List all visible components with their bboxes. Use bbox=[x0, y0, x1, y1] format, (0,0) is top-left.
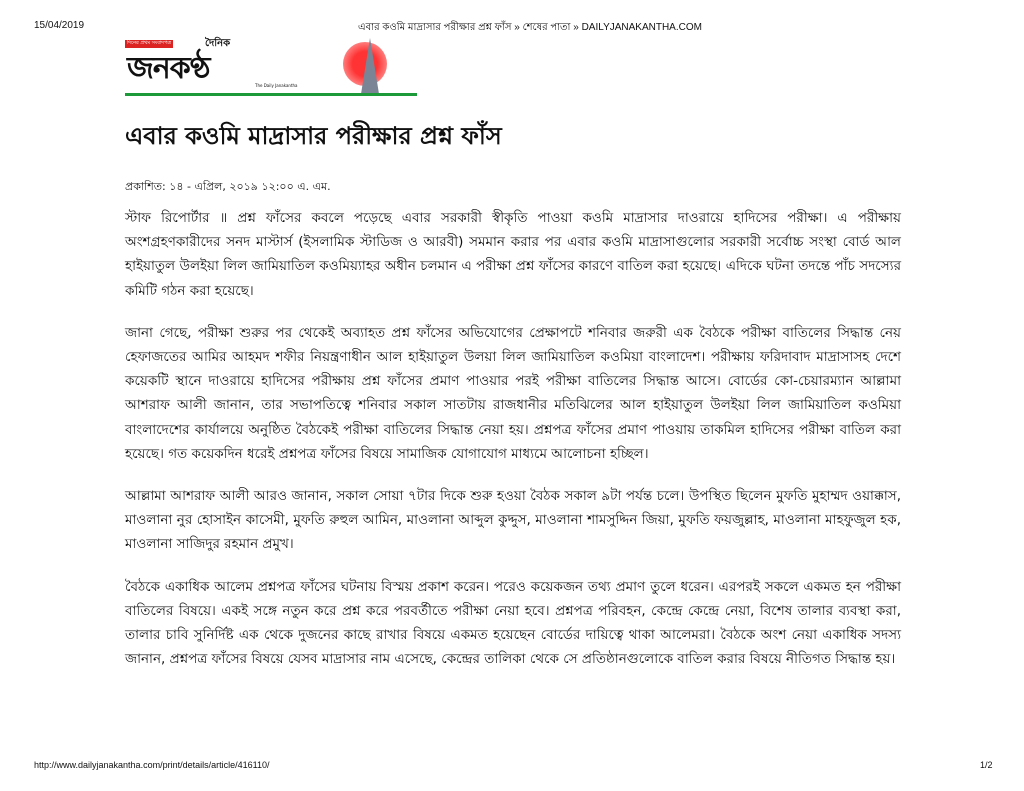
page-number: 1/2 bbox=[980, 760, 993, 770]
print-date: 15/04/2019 bbox=[34, 20, 85, 31]
article-title: এবার কওমি মাদ্রাসার পরীক্ষার প্রশ্ন ফাঁস bbox=[125, 122, 502, 150]
article-paragraph: জানা গেছে, পরীক্ষা শুরুর পর থেকেই অব্যাহত প্রশ্ন ফাঁসের অভিযোগের প্রেক্ষাপটে শনিবার জরুরী এক বৈঠকে পরীক্ষা বাতিলের সিদ্ধান্ত নেয় হেফাজতের আমির আহমদ শফীর নিয়ন্ত্রণাধীন আল হাইয়াতুল উলয়া লিল জামিয়াতিল কওমিয়া বাংলাদেশ। পরীক্ষায় ফরিদাবাদ মাদ্রাসাসহ দেশে কয়েকটি স্থানে দাওরায়ে হাদিসের পরীক্ষায় প্রশ্ন ফাঁসের প্রমাণ পাওয়ার পরই পরীক্ষা বাতিলের সিদ্ধান্ত আসে। বোর্ডের কো-চেয়ারম্যান আল্লামা আশরাফ আলী জানান, তার সভাপতিত্বে শনিবার সকাল সাতটায় রাজধানীর মতিঝিলের আল হাইয়াতুল উলইয়া লিল জামিয়াতিল কওমিয়া বাংলাদেশের কার্যালয়ে অনুষ্ঠিত বৈঠকেই পরীক্ষা বাতিলের সিদ্ধান্ত নেয়া হয়। প্রশ্নপত্র ফাঁসের প্রমাণ পাওয়ায় তাকমিল হাদিসের পরীক্ষা বাতিল করা হয়েছে। গত কয়েকদিন ধরেই প্রশ্নপত্র ফাঁসের বিষয়ে সামাজিক যোগাযোগ মাধ্যমে আলোচনা হচ্ছিল। bbox=[125, 324, 901, 462]
logo-daily: দৈনিক bbox=[205, 38, 231, 49]
print-footer-url: http://www.dailyjanakantha.com/print/details/article/416110/ bbox=[34, 760, 270, 770]
logo-tagline: দিনের প্রথম সংবাদপত্র bbox=[127, 40, 172, 46]
logo-underline bbox=[125, 93, 417, 96]
article-paragraph: স্টাফ রিপোর্টার ॥ প্রশ্ন ফাঁসের কবলে পড়েছে এবার সরকারী স্বীকৃতি পাওয়া কওমি মাদ্রাসার দাওরায়ে হাদিসের পরীক্ষা। এ পরীক্ষায় অংশগ্রহণকারীদের সনদ মাস্টার্স (ইসলামিক স্টাডিজ ও আরবী) সমমান করার পর এবার কওমি মাদ্রাসাগুলোর সরকারী সর্বোচ্চ সংস্থা বোর্ড আল হাইয়াতুল উলইয়া লিল জামিয়াতিল কওমিয়্যাহর অধীন চলমান এ পরীক্ষা প্রশ্ন ফাঁসের কারণে বাতিল করা হয়েছে। এদিকে ঘটনা তদন্তে পাঁচ সদস্যের কমিটি গঠন করা হয়েছে। bbox=[125, 210, 901, 299]
logo-name: জনকণ্ঠ bbox=[127, 51, 210, 86]
article-body bbox=[125, 206, 901, 689]
article-paragraph: আল্লামা আশরাফ আলী আরও জানান, সকাল সোয়া ৭টার দিকে শুরু হওয়া বৈঠক সকাল ৯টা পর্যন্ত চলে। উপস্থিত ছিলেন মুফতি মুহাম্মদ ওয়াক্কাস, মাওলানা নুর হোসাইন কাসেমী, মুফতি রুহুল আমিন, মাওলানা আব্দুল কুদ্দুস, মাওলানা শামসুদ্দিন জিয়া, মুফতি ফয়জুল্লাহ, মাওলানা মাহফুজুল হক, মাওলানা সাজিদুর রহমান প্রমুখ। bbox=[125, 488, 901, 553]
logo-monument-icon bbox=[361, 38, 379, 94]
published-date: প্রকাশিত: ১৪ - এপ্রিল, ২০১৯ ১২:০০ এ. এম. bbox=[125, 180, 331, 193]
print-header-title: এবার কওমি মাদ্রাসার পরীক্ষার প্রশ্ন ফাঁস » শেষের পাতা » DAILYJANAKANTHA.COM bbox=[358, 22, 702, 33]
logo-slogan: The Daily Janakantha bbox=[255, 83, 298, 88]
newspaper-logo[interactable] bbox=[125, 36, 417, 96]
article-paragraph: বৈঠকে একাধিক আলেম প্রশ্নপত্র ফাঁসের ঘটনায় বিস্ময় প্রকাশ করেন। পরেও কয়েকজন তথ্য প্রমাণ তুলে ধরেন। এরপরই সকলে একমত হন পরীক্ষা বাতিলের বিষয়ে। একই সঙ্গে নতুন করে প্রশ্ন করে পরবর্তীতে পরীক্ষা নেয়া হবে। প্রশ্নপত্র পরিবহন, কেন্দ্রে কেন্দ্রে নেয়া, বিশেষ তালার ব্যবস্থা করা, তালার চাবি সুনির্দিষ্ট এক থেকে দুজনের কাছে রাখার বিষয়ে একমত হয়েছেন বোর্ডের দায়িত্বে থাকা আলেমরা। বৈঠকে অংশ নেয়া একাধিক সদস্য জানান, প্রশ্নপত্র ফাঁসের বিষয়ে যেসব মাদ্রাসার নাম এসেছে, কেন্দ্রের তালিকা থেকে সে প্রতিষ্ঠানগুলোকে বাতিল করার বিষয়ে নীতিগত সিদ্ধান্ত হয়। bbox=[125, 578, 901, 668]
